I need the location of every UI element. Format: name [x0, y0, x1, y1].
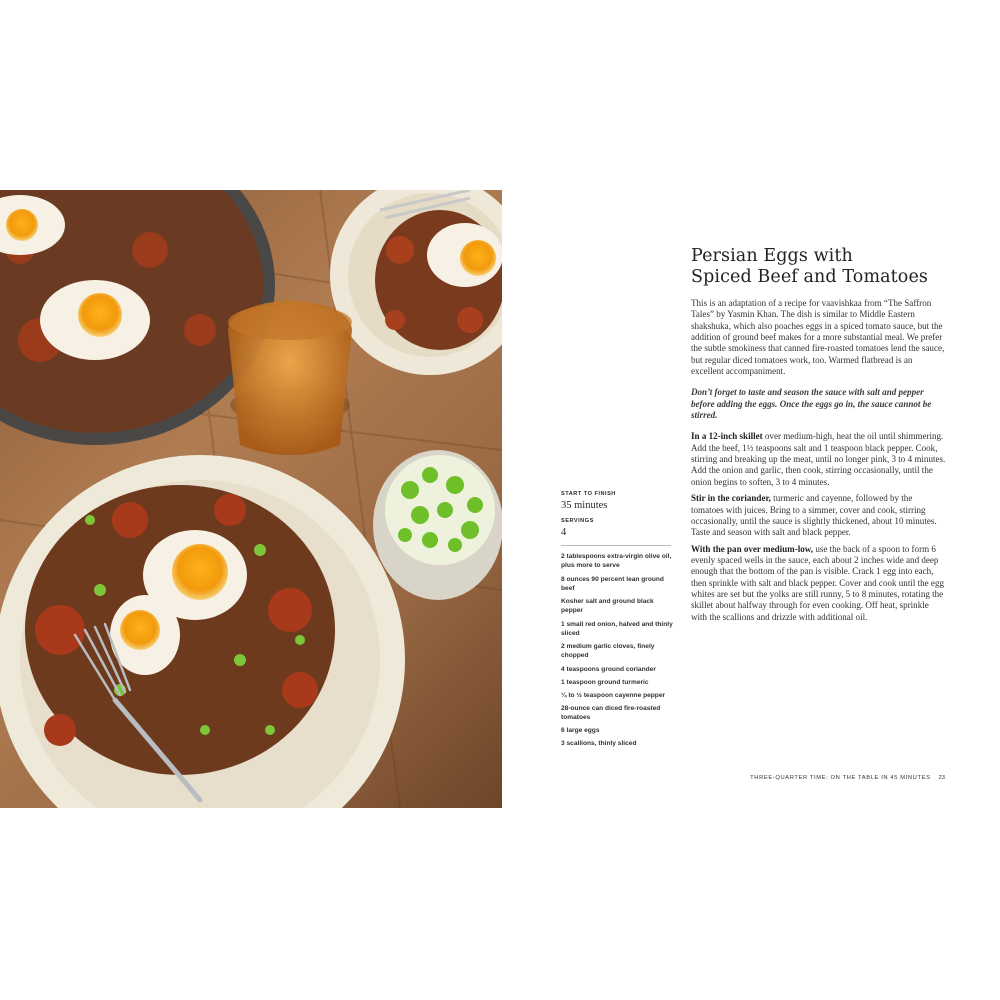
- servings-value: 4: [561, 527, 567, 538]
- ingredient-item: Kosher salt and ground black pepper: [561, 598, 654, 615]
- ingredient-item: 8 ounces 90 percent lean ground beef: [561, 575, 664, 592]
- ingredient-item: 1 small red onion, halved and thinly sliced: [561, 620, 673, 637]
- ingredient-item: 1 teaspoon ground turmeric: [561, 678, 649, 686]
- step-lead: In a 12-inch skillet: [691, 431, 763, 442]
- step-text: use the back of a spoon to form 6 evenly spaced wells in the sauce, each about 2 inches wide and deep enough that the bottom of the pan is visible. Crack 1 egg into each, then sprinkle with salt and black pepper. Cover and cook until the egg whites are set but the yolks are still runny, 5 to 8 minutes, rotating the skillet about halfway through for even cooking. Off heat, sprinkle with the scallions and drizzle with additional oil.: [691, 543, 944, 622]
- ingredient-item: 2 medium garlic cloves, finely chopped: [561, 643, 655, 660]
- page-footer: [750, 775, 945, 781]
- recipe-meta: [561, 491, 676, 752]
- recipe-title-line-2: Spiced Beef and Tomatoes: [691, 267, 928, 287]
- page-number: 23: [938, 775, 945, 781]
- start-to-finish-value: 35 minutes: [561, 500, 608, 511]
- recipe-photo: [0, 190, 502, 808]
- ingredient-list: [561, 552, 676, 749]
- ingredient-item: 3 scallions, thinly sliced: [561, 740, 637, 748]
- food-illustration: [0, 190, 502, 808]
- step-lead: With the pan over medium-low,: [691, 543, 814, 554]
- ingredient-item: 6 large eggs: [561, 727, 600, 735]
- recipe-step: [691, 544, 947, 623]
- step-text: turmeric and cayenne, followed by the tomatoes with juices. Bring to a simmer, cover and cook, stirring occasionally, until the sauce is slightly thickened, about 10 minutes. Taste and season with salt and black pepper.: [691, 493, 937, 538]
- ingredient-item: 4 teaspoons ground coriander: [561, 665, 656, 673]
- ingredient-item: ¼ to ½ teaspoon cayenne pepper: [561, 691, 666, 699]
- running-head: THREE-QUARTER TIME: ON THE TABLE IN 45 MINUTES: [750, 775, 931, 781]
- step-lead: Stir in the coriander,: [691, 493, 771, 504]
- recipe-body: [691, 298, 947, 628]
- step-text: over medium-high, heat the oil until shimmering. Add the beef, 1½ teaspoons salt and 1 teaspoon black pepper. Cook, stirring and breaking up the meat, until no longer pink, 3 to 4 minutes. Add the onion and garlic, then cook, stirring occasionally, until the onion begins to soften, 3 to 4 minutes.: [691, 431, 946, 487]
- divider: [561, 545, 671, 546]
- recipe-title-line-1: Persian Eggs with: [691, 246, 853, 266]
- recipe-step: [691, 493, 947, 538]
- recipe-title: [691, 246, 971, 288]
- recipe-intro: This is an adaptation of a recipe for vaavishkaa from “The Saffron Tales” by Yasmin Khan. The dish is similar to Middle Eastern shakshuka, which also poaches eggs in a spiced tomato sauce, but the addition of ground beef makes for a more substantial meal. We prefer the subtle smokiness that canned fire-roasted tomatoes lend the sauce, but regular diced tomatoes work, too. Warmed flatbread is an excellent accompaniment.: [691, 298, 945, 377]
- recipe-step: [691, 431, 947, 488]
- start-to-finish-label: START TO FINISH: [561, 491, 616, 497]
- recipe-note: Don’t forget to taste and season the sauce with salt and pepper before adding the eggs. Once the eggs go in, the sauce cannot be stirred.: [691, 387, 932, 421]
- ingredient-item: 28-ounce can diced fire-roasted tomatoes: [561, 704, 661, 722]
- ingredient-item: 2 tablespoons extra-virgin olive oil, plus more to serve: [561, 553, 672, 570]
- servings-label: SERVINGS: [561, 518, 594, 524]
